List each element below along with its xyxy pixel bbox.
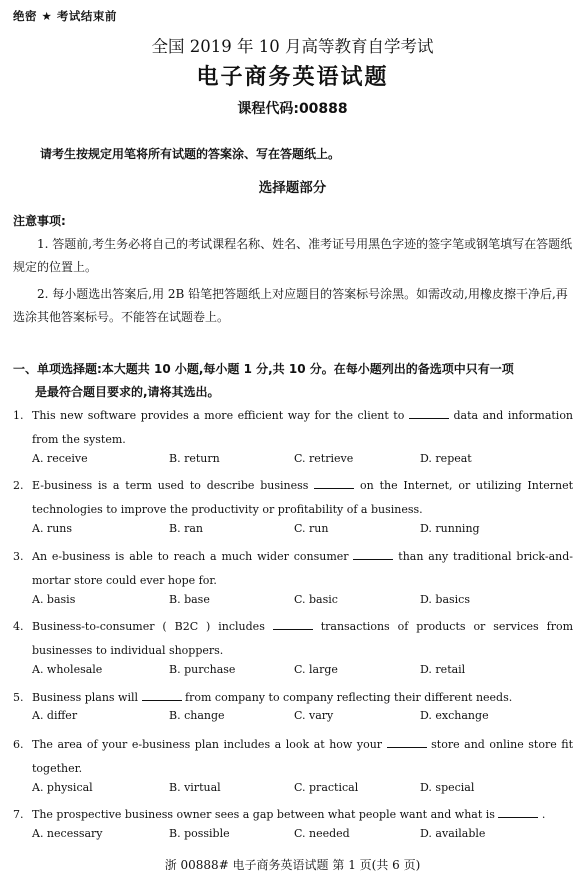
question bbox=[13, 686, 573, 710]
option-row bbox=[32, 827, 572, 847]
option-row bbox=[32, 522, 572, 542]
answer-option: D. retail bbox=[420, 663, 466, 676]
option-row bbox=[32, 663, 572, 683]
answer-option: C. practical bbox=[294, 781, 359, 794]
question-number: 3. bbox=[13, 550, 24, 563]
answer-blank bbox=[387, 738, 427, 748]
answer-blank bbox=[498, 808, 538, 818]
answer-option: C. run bbox=[294, 522, 329, 535]
notes-heading: 注意事项: bbox=[13, 214, 66, 228]
answer-blank bbox=[314, 479, 354, 489]
note-item: 2. 每小题选出答案后,用 2B 铅笔把答题纸上对应题目的答案标号涂黑。如需改动,用橡皮擦干净后,再选涂其他答案标号。不能答在试题卷上。 bbox=[13, 287, 568, 324]
question-stem: Business-to-consumer ( B2C ) includes transactions of products or services from businesses to individual shoppers. bbox=[32, 620, 574, 657]
option-row bbox=[32, 709, 572, 729]
question-number: 2. bbox=[13, 479, 24, 492]
answer-option: A. runs bbox=[32, 522, 73, 535]
answer-option: C. needed bbox=[294, 827, 350, 840]
question bbox=[13, 404, 573, 451]
answer-option: C. large bbox=[294, 663, 338, 676]
question-stem: Business plans will from company to company reflecting their different needs. bbox=[32, 691, 513, 704]
question bbox=[13, 615, 573, 662]
answer-option: D. running bbox=[420, 522, 480, 535]
course-code: 课程代码:00888 bbox=[237, 101, 348, 117]
question-stem: This new software provides a more efficient way for the client to data and information from the system. bbox=[32, 409, 574, 446]
answer-option: A. physical bbox=[32, 781, 93, 794]
answer-option: D. available bbox=[420, 827, 486, 840]
option-row bbox=[32, 593, 572, 613]
answer-blank bbox=[353, 550, 393, 560]
answer-option: C. retrieve bbox=[294, 452, 354, 465]
question bbox=[13, 803, 573, 827]
answer-option: B. virtual bbox=[169, 781, 221, 794]
question-stem: An e-business is able to reach a much wider consumer than any traditional brick-and-mortar store could ever hope for. bbox=[32, 550, 573, 587]
question bbox=[13, 733, 573, 780]
answer-blank bbox=[273, 620, 313, 630]
question-number: 6. bbox=[13, 738, 24, 751]
page-footer: 浙 00888# 电子商务英语试题 第 1 页(共 6 页) bbox=[164, 858, 421, 872]
question-number: 7. bbox=[13, 808, 24, 821]
answer-option: B. purchase bbox=[169, 663, 236, 676]
note-item: 1. 答题前,考生务必将自己的考试课程名称、姓名、准考证号用黑色字迹的签字笔或钢笔填写在答题纸规定的位置上。 bbox=[13, 237, 573, 274]
option-row bbox=[32, 781, 572, 801]
answer-option: D. repeat bbox=[420, 452, 472, 465]
confidential-label: 绝密 ★ 考试结束前 bbox=[13, 9, 117, 23]
part-heading: 一、单项选择题:本大题共 10 小题,每小题 1 分,共 10 分。在每小题列出的备选项中只有一项 是最符合题目要求的,请将其选出。 bbox=[13, 362, 514, 399]
answer-option: C. basic bbox=[294, 593, 338, 606]
answer-blank bbox=[142, 691, 182, 701]
answer-option: A. basis bbox=[32, 593, 76, 606]
question-stem: E-business is a term used to describe business on the Internet, or utilizing Internet technologies to improve the productivity or profitability of a business. bbox=[32, 479, 574, 516]
question-stem: The area of your e-business plan includes a look at how your store and online store fit together. bbox=[32, 738, 574, 775]
answer-option: A. receive bbox=[32, 452, 88, 465]
answer-option: B. return bbox=[169, 452, 220, 465]
answer-option: D. special bbox=[420, 781, 475, 794]
answer-option: A. differ bbox=[32, 709, 78, 722]
question bbox=[13, 545, 573, 592]
exam-title: 全国 2019 年 10 月高等教育自学考试 bbox=[151, 37, 434, 56]
answer-option: A. necessary bbox=[32, 827, 103, 840]
section-title: 选择题部分 bbox=[258, 180, 327, 196]
answer-instruction: 请考生按规定用笔将所有试题的答案涂、写在答题纸上。 bbox=[40, 147, 341, 161]
question-number: 1. bbox=[13, 409, 24, 422]
answer-option: B. ran bbox=[169, 522, 203, 535]
question-stem: The prospective business owner sees a gap between what people want and what is . bbox=[32, 808, 546, 821]
answer-blank bbox=[409, 409, 449, 419]
subject-title: 电子商务英语试题 bbox=[196, 65, 389, 90]
answer-option: D. basics bbox=[420, 593, 470, 606]
answer-option: D. exchange bbox=[420, 709, 489, 722]
option-row bbox=[32, 452, 572, 472]
answer-option: A. wholesale bbox=[32, 663, 103, 676]
answer-option: B. change bbox=[169, 709, 225, 722]
answer-option: C. vary bbox=[294, 709, 334, 722]
answer-option: B. possible bbox=[169, 827, 230, 840]
question-number: 4. bbox=[13, 620, 24, 633]
answer-option: B. base bbox=[169, 593, 210, 606]
question bbox=[13, 474, 573, 521]
question-number: 5. bbox=[13, 691, 24, 704]
